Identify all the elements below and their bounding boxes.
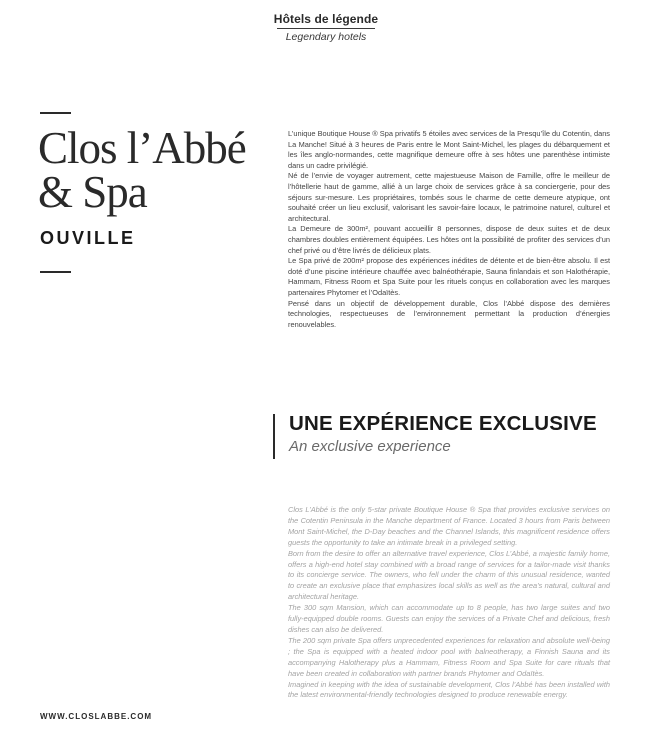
section-title: UNE EXPÉRIENCE EXCLUSIVE [289, 412, 597, 435]
description-fr-paragraph: Le Spa privé de 200m² propose des expériences inédites de détente et de bien-être absolu. Il est doté d’une piscine intérieure chauffée avec balnéothérapie, Sauna finlandais et son Halothérapie, Hammam, Fitness Room et Spa Suite pour les rituels conçus en collaboration avec les marques partenaires Phytomer et l’Odaïtès. [288, 256, 610, 297]
description-en-paragraph: The 300 sqm Mansion, which can accommodate up to 8 people, has two large suites and two fully-equipped double rooms. Guests can enjoy the services of a Private Chef and delicious, fresh dishes can also be delivered. [288, 603, 610, 634]
section-subtitle: An exclusive experience [289, 438, 451, 455]
hotel-name [38, 123, 246, 217]
section-accent-bar [273, 414, 275, 459]
description-en-paragraph: Clos L’Abbé is the only 5-star private Boutique House ® Spa that provides exclusive services on the Cotentin Peninsula in the Manche department of France. Located 3 hours from Paris between Mont Saint-Michel, the D-Day beaches and the Channel Islands, this magnificent residence offers guests the opportunity to take an intimate break in a privileged setting. [288, 505, 610, 547]
description-fr [288, 129, 610, 330]
description-fr-paragraph: Né de l’envie de voyager autrement, cette majestueuse Maison de Famille, offre le meilleur de l’hôtellerie haut de gamme, allié à un large choix de services grâce à sa conciergerie, pour des séjours sur-mesure. Les propriétaires, tombés sous le charme de cette demeure atypique, ont souhaité créer un lieu exclusif, valorisant les savoir-faire locaux, le patrimoine naturel, culturel et architectural. [288, 171, 610, 223]
description-fr-paragraph: Pensé dans un objectif de développement durable, Clos l’Abbé dispose des dernières technologies, respectueuses de l’environnement permettant la production d’énergies renouvelables. [288, 298, 610, 329]
header-divider [277, 28, 375, 29]
description-en-paragraph: Imagined in keeping with the idea of sustainable development, Clos l’Abbé has been installed with the latest environmental-friendly technologies designed to produce renewable energy. [288, 679, 610, 700]
description-en-paragraph: The 200 sqm private Spa offers unprecedented experiences for relaxation and absolute well-being ; the Spa is equipped with a heated indoor pool with balneotherapy, a Finnish Sauna and its accompanying Halotherapy plus a Hammam, Fitness Room and Spa Suite for care rituals that have been created in collaboration with partner brands Phytomer and Odaïtès. [288, 635, 610, 678]
description-en [288, 505, 610, 701]
hotel-location: OUVILLE [40, 228, 136, 248]
title-bottom-rule [40, 271, 71, 273]
header-title-fr: Hôtels de légende [273, 12, 379, 26]
title-top-rule [40, 112, 71, 114]
page-header [0, 12, 652, 43]
description-en-paragraph: Born from the desire to offer an alternative travel experience, Clos L’Abbé, a majestic family home, offers a high-end hotel stay combined with a broad range of services for a tailor-made visit thanks to its concierge service. The owners, who fell under the charm of this unusual residence, wanted to create an exclusive place that emphasizes local skills as well as the area’s natural, cultural and architectural heritage. [288, 548, 610, 602]
website-link[interactable]: WWW.CLOSLABBE.COM [40, 712, 153, 721]
hotel-name-line1: Clos l’Abbé [38, 123, 246, 173]
description-fr-paragraph: La Demeure de 300m², pouvant accueillir 8 personnes, dispose de deux suites et de deux chambres doubles entièrement équipées. Les hôtes ont la possibilité de profiter des services d’un chef privé ou d’être livrés de délicieux plats. [288, 224, 610, 255]
hotel-name-line2: & Spa [38, 167, 147, 217]
header-title-en: Legendary hotels [285, 31, 367, 43]
description-fr-paragraph: L’unique Boutique House ® Spa privatifs 5 étoiles avec services de la Presqu’île du Cotentin, dans La Manche! Situé à 3 heures de Paris entre le Mont Saint-Michel, les plages du débarquement et les îles anglo-normandes, cette magnifique demeure offre à ses hôtes une parenthèse intimiste dans un cadre privilégié. [288, 129, 610, 170]
